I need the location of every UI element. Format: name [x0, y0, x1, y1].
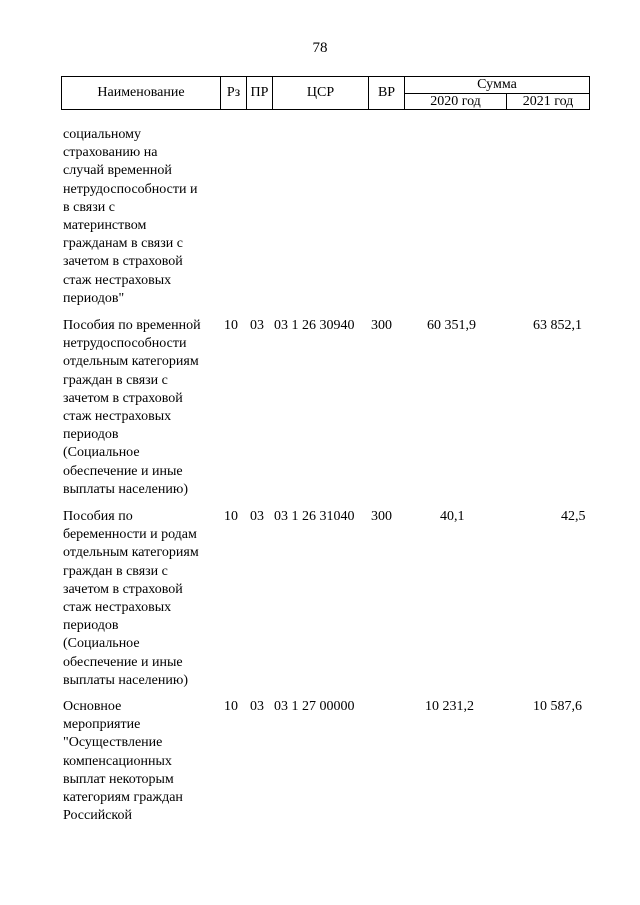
row-1-pr: 03 — [250, 318, 264, 333]
row-3-rz: 10 — [224, 699, 238, 714]
header-pr: ПР — [250, 85, 269, 100]
row-2-vr: 300 — [371, 509, 392, 524]
row-3-name: Основное мероприятие "Осуществление компенсационных выплат некоторым категориям граждан Российской — [63, 699, 183, 824]
header-name: Наименование — [97, 85, 185, 100]
header-year-2020: 2020 год — [430, 94, 481, 109]
page-number: 78 — [312, 40, 328, 56]
row-2-sum-2021: 42,5 — [561, 509, 586, 524]
header-rz: Рз — [226, 85, 241, 100]
row-2-rz: 10 — [224, 509, 238, 524]
row-3-csr: 03 1 27 00000 — [274, 699, 355, 714]
header-csr: ЦСР — [306, 85, 335, 100]
table-header — [61, 76, 590, 110]
header-vr: ВР — [377, 85, 396, 100]
header-sum: Сумма — [477, 77, 517, 92]
row-3-sum-2021: 10 587,6 — [533, 699, 582, 714]
row-0-name: социальному страхованию на случай временной нетрудоспособности и в связи с материнством гражданам в связи с зачетом в страховой стаж нестраховых периодов" — [63, 127, 198, 306]
row-2-name: Пособия по беременности и родам отдельным категориям граждан в связи с зачетом в страховой стаж нестраховых периодов (Социальное обеспечение и иные выплаты населению) — [63, 509, 199, 688]
row-2-pr: 03 — [250, 509, 264, 524]
row-3-pr: 03 — [250, 699, 264, 714]
row-2-sum-2020: 40,1 — [440, 509, 465, 524]
row-1-rz: 10 — [224, 318, 238, 333]
row-3-sum-2020: 10 231,2 — [425, 699, 474, 714]
row-1-sum-2020: 60 351,9 — [427, 318, 476, 333]
row-2-csr: 03 1 26 31040 — [274, 509, 355, 524]
header-year-2021: 2021 год — [522, 94, 574, 109]
row-1-sum-2021: 63 852,1 — [533, 318, 582, 333]
row-1-csr: 03 1 26 30940 — [274, 318, 355, 333]
row-1-vr: 300 — [371, 318, 392, 333]
row-1-name: Пособия по временной нетрудоспособности отдельным категориям граждан в связи с зачетом в страховой стаж нестраховых периодов (Социальное обеспечение и иные выплаты населению) — [63, 318, 201, 497]
